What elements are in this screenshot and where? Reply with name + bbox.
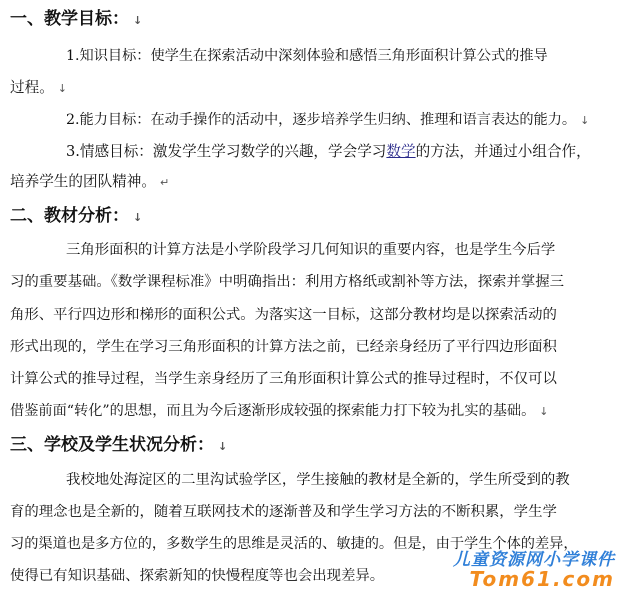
- text-line: 3.情感目标：激发学生学习数学的兴趣，学会学习数学的方法，并通过小组合作，: [66, 143, 591, 160]
- math-link[interactable]: 数学: [386, 143, 416, 160]
- text-line: 我校地处海淀区的二里沟试验学区，学生接触的教材是全新的，学生所受到的教: [66, 472, 570, 488]
- text-line: 计算公式的推导过程，当学生亲身经历了三角形面积计算公式的推导过程时，不仅可以: [10, 371, 557, 387]
- text-line: 育的理念也是全新的，随着互联网技术的逐渐普及和学生学习方法的不断积累，学生学: [10, 504, 557, 520]
- text-line: 习的渠道也是多方位的，多数学生的思维是灵活的、敏捷的。但是，由于学生个体的差异，: [10, 536, 578, 552]
- paragraph-mark: ↓: [580, 114, 590, 127]
- paragraph-mark: ↓: [133, 14, 143, 27]
- text-line: 2.能力目标：在动手操作的活动中，逐步培养学生归纳、推理和语言表达的能力。 ↓: [66, 112, 590, 128]
- text-line: 借鉴前面“转化”的思想，而且为今后逐渐形成较强的探索能力打下较为扎实的基础。 ↓: [10, 403, 549, 419]
- text-line: 培养学生的团队精神。 ↵: [10, 173, 170, 190]
- text-line: 习的重要基础。《数学课程标准》中明确指出：利用方格纸或割补等方法，探索并掌握三: [10, 274, 565, 290]
- section-heading-textbook-analysis: 二、教材分析： ↓: [10, 206, 143, 226]
- paragraph-mark: ↵: [159, 176, 170, 189]
- watermark-site-name: 儿童资源网小学课件: [453, 550, 615, 570]
- paragraph-mark: ↓: [57, 82, 68, 95]
- text-line: 三角形面积的计算方法是小学阶段学习几何知识的重要内容，也是学生今后学: [66, 242, 556, 258]
- paragraph-mark: ↓: [539, 405, 549, 418]
- paragraph-mark: ↓: [218, 440, 228, 453]
- section-heading-teaching-goals: 一、教学目标： ↓: [10, 9, 143, 29]
- text-line: 1.知识目标：使学生在探索活动中深刻体验和感悟三角形面积计算公式的推导: [66, 48, 548, 64]
- text-line: 过程。 ↓: [10, 79, 68, 96]
- text-line: 角形、平行四边形和梯形的面积公式。为落实这一目标，这部分教材均是以探索活动的: [10, 307, 557, 323]
- site-watermark-logo: [383, 545, 615, 593]
- watermark-domain: Tom61.com: [469, 567, 615, 591]
- paragraph-mark: ↓: [133, 211, 143, 224]
- text-line: 使得已有知识基础、探索新知的快慢程度等也会出现差异。: [10, 568, 385, 584]
- text-line: 形式出现的，学生在学习三角形面积的计算方法之前，已经亲身经历了平行四边形面积: [10, 339, 557, 355]
- section-heading-school-students: 三、学校及学生状况分析： ↓: [10, 435, 228, 455]
